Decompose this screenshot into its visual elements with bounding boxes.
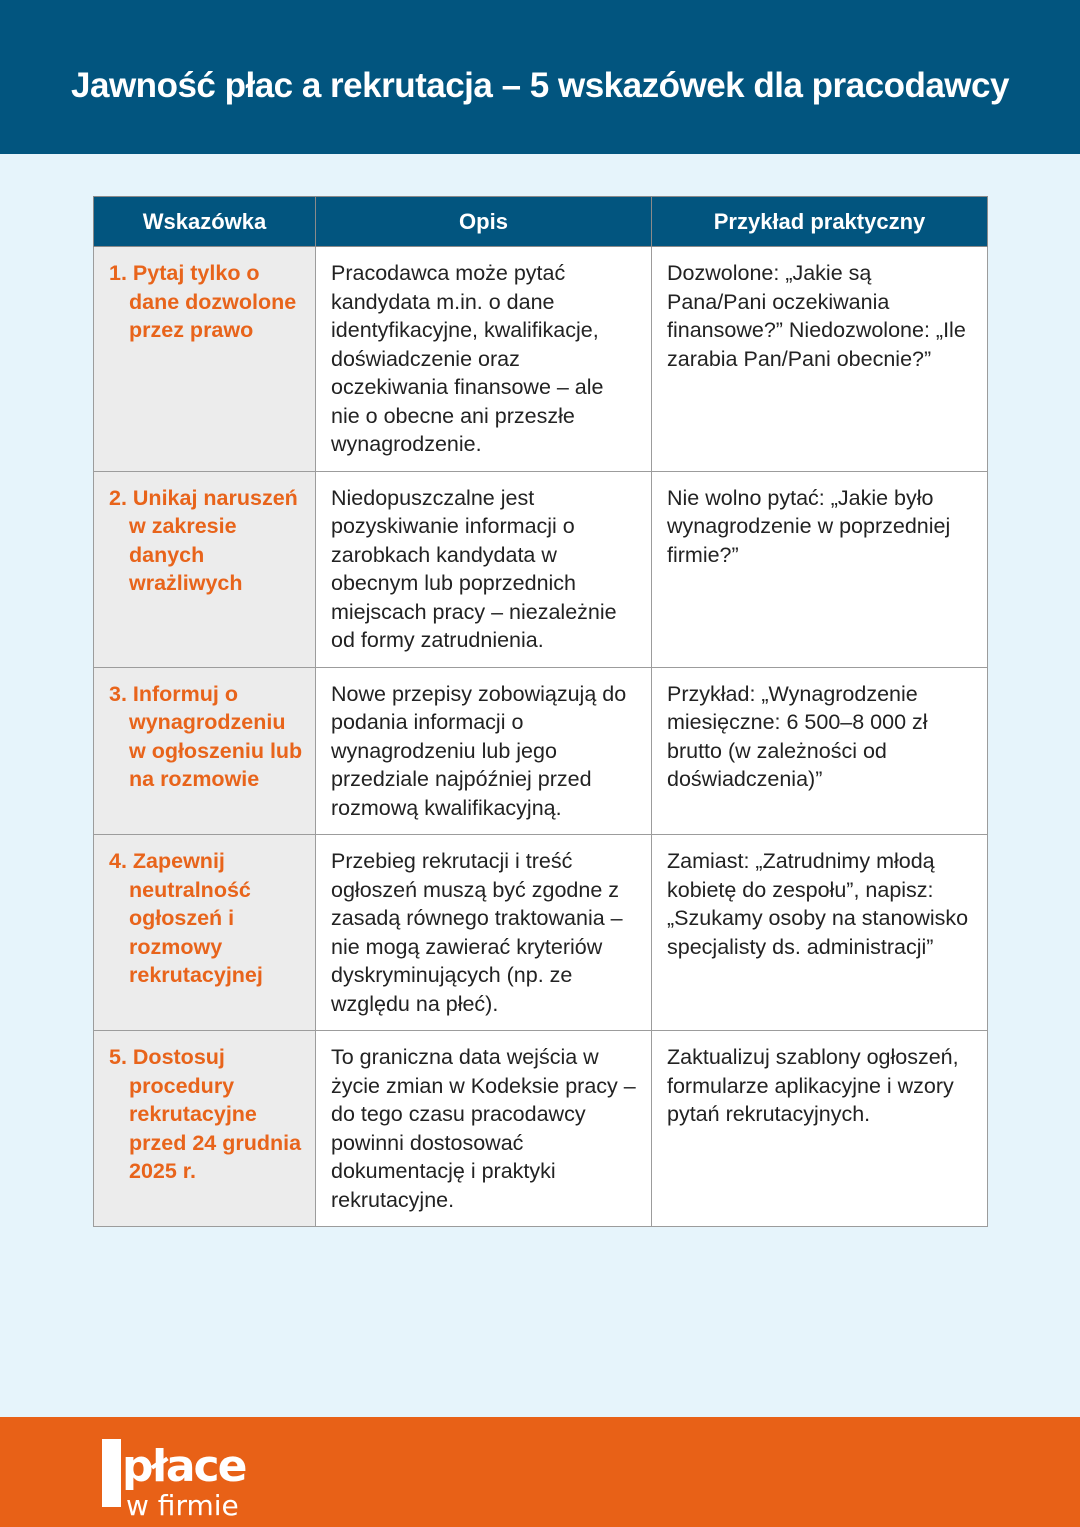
example-cell: Dozwolone: „Jakie są Pana/Pani oczekiwania finansowe?” Niedozwolone: „Ile zarabia Pan/Pani obecnie?” <box>652 247 988 472</box>
description-cell: Przebieg rekrutacji i treść ogłoszeń muszą być zgodne z zasadą równego traktowania – nie mogą zawierać kryteriów dyskryminujących (np. ze względu na płeć). <box>316 835 652 1031</box>
tip-cell: 2. Unikaj naruszeń w zakresie danych wrażliwych <box>94 471 316 667</box>
column-header-description: Opis <box>316 197 652 247</box>
table-row <box>94 471 988 667</box>
table-row <box>94 1031 988 1227</box>
description-cell: To graniczna data wejścia w życie zmian w Kodeksie pracy – do tego czasu pracodawcy powinni dostosować dokumentację i praktyki rekrutacyjne. <box>316 1031 652 1227</box>
logo-word-firm: w firmie <box>126 1489 239 1517</box>
tips-table-container <box>93 196 987 1227</box>
example-cell: Przykład: „Wynagrodzenie miesięczne: 6 500–8 000 zł brutto (w zależności od doświadczenia)” <box>652 667 988 835</box>
table-header-row <box>94 197 988 247</box>
example-cell: Zamiast: „Zatrudnimy młodą kobietę do zespołu”, napisz: „Szukamy osoby na stanowisko specjalisty ds. administracji” <box>652 835 988 1031</box>
example-cell: Zaktualizuj szablony ogłoszeń, formularze aplikacyjne i wzory pytań rekrutacyjnych. <box>652 1031 988 1227</box>
logo-stem <box>102 1439 121 1507</box>
tip-cell: 5. Dostosuj procedury rekrutacyjne przed 24 grudnia 2025 r. <box>94 1031 316 1227</box>
example-cell: Nie wolno pytać: „Jakie było wynagrodzenie w poprzedniej firmie?” <box>652 471 988 667</box>
column-header-tip: Wskazówka <box>94 197 316 247</box>
tip-cell: 4. Zapewnij neutralność ogłoszeń i rozmowy rekrutacyjnej <box>94 835 316 1031</box>
brand-logo <box>100 1435 250 1517</box>
page-title: Jawność płac a rekrutacja – 5 wskazówek dla pracodawcy <box>71 66 1009 105</box>
table-row <box>94 835 988 1031</box>
tip-cell: 1. Pytaj tylko o dane dozwolone przez prawo <box>94 247 316 472</box>
tips-table <box>93 196 988 1227</box>
tip-cell: 3. Informuj o wynagrodzeniu w ogłoszeniu lub na rozmowie <box>94 667 316 835</box>
description-cell: Pracodawca może pytać kandydata m.in. o dane identyfikacyjne, kwalifikacje, doświadczenie oraz oczekiwania finansowe – ale nie o obecne ani przeszłe wynagrodzenie. <box>316 247 652 472</box>
header-banner <box>0 0 1080 154</box>
footer-bar <box>0 1417 1080 1527</box>
description-cell: Niedopuszczalne jest pozyskiwanie informacji o zarobkach kandydata w obecnym lub poprzednich miejscach pracy – niezależnie od formy zatrudnienia. <box>316 471 652 667</box>
description-cell: Nowe przepisy zobowiązują do podania informacji o wynagrodzeniu lub jego przedziale najpóźniej przed rozmową kwalifikacyjną. <box>316 667 652 835</box>
column-header-example: Przykład praktyczny <box>652 197 988 247</box>
table-row <box>94 247 988 472</box>
logo-word-place: płace <box>122 1441 246 1492</box>
table-row <box>94 667 988 835</box>
